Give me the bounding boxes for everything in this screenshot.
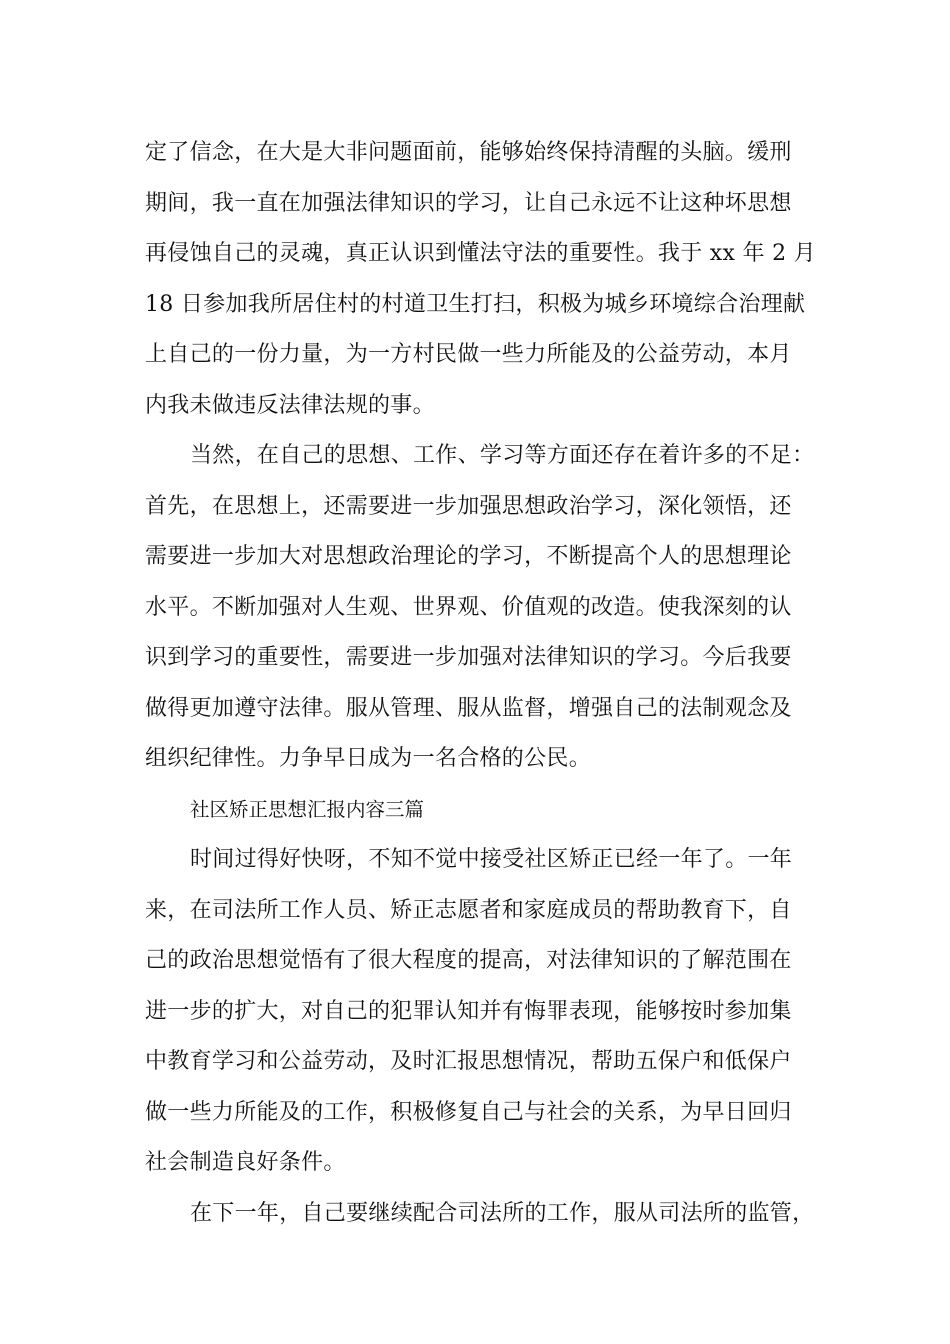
text-line: 做一些力所能及的工作，积极修复自己与社会的关系，为早日回归 xyxy=(145,1099,792,1125)
text-line: 社会制造良好条件。 xyxy=(145,1150,346,1175)
text-line: 定了信念，在大是大非问题面前，能够始终保持清醒的头脑。缓刑 xyxy=(145,140,792,165)
text-line: 中教育学习和公益劳动，及时汇报思想情况，帮助五保户和低保户 xyxy=(145,1049,792,1074)
text-line: 再侵蚀自己的灵魂，真正认识到懂法守法的重要性。我于 xx 年 2 月 xyxy=(145,241,816,266)
text-line: 识到学习的重要性，需要进一步加强对法律知识的学习。今后我要 xyxy=(145,645,792,670)
text-line: 进一步的扩大，对自己的犯罪认知并有悔罪表现，能够按时参加集 xyxy=(145,998,792,1024)
text-line: 内我未做违反法律法规的事。 xyxy=(145,392,435,418)
text-line: 己的政治思想觉悟有了很大程度的提高，对法律知识的了解范围在 xyxy=(145,948,792,973)
paragraph-start-line: 当然，在自己的思想、工作、学习等方面还存在着许多的不足： xyxy=(190,443,815,468)
text-line: 上自己的一份力量，为一方村民做一些力所能及的公益劳动，本月 xyxy=(145,342,792,367)
paragraph-start-line: 在下一年，自己要继续配合司法所的工作，服从司法所的监管， xyxy=(190,1200,815,1226)
text-line: 18 日参加我所居住村的村道卫生打扫，积极为城乡环境综合治理献 xyxy=(145,291,806,317)
text-line: 组织纪律性。力争早日成为一名合格的公民。 xyxy=(145,746,592,771)
text-line: 水平。不断加强对人生观、世界观、价值观的改造。使我深刻的认 xyxy=(145,594,792,620)
text-line: 做得更加遵守法律。服从管理、服从监督，增强自己的法制观念及 xyxy=(145,695,792,721)
text-line: 来，在司法所工作人员、矫正志愿者和家庭成员的帮助教育下，自 xyxy=(145,897,792,923)
section-heading: 社区矫正思想汇报内容三篇 xyxy=(190,797,425,821)
text-line: 期间，我一直在加强法律知识的学习，让自己永远不让这种坏思想 xyxy=(145,190,792,216)
text-line: 需要进一步加大对思想政治理论的学习，不断提高个人的思想理论 xyxy=(145,544,792,569)
text-line: 首先，在思想上，还需要进一步加强思想政治学习，深化领悟，还 xyxy=(145,493,792,519)
paragraph-start-line: 时间过得好快呀，不知不觉中接受社区矫正已经一年了。一年 xyxy=(190,847,793,872)
document-body xyxy=(145,128,825,1239)
